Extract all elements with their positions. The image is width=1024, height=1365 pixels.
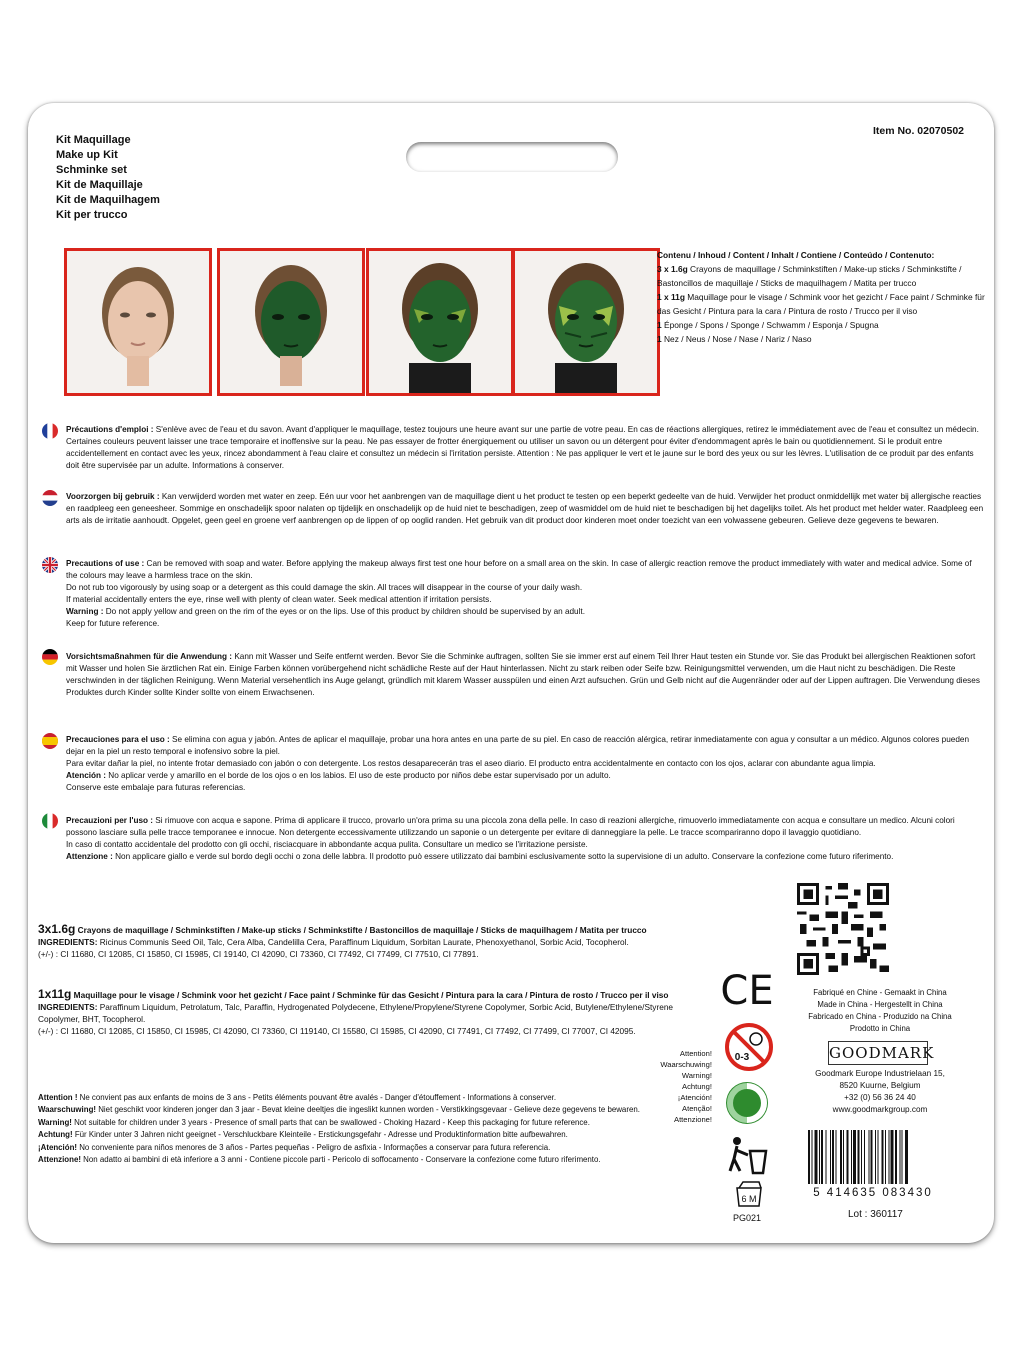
contents-qty: 1 — [657, 334, 662, 344]
ingredient-name: Maquillage pour le visage / Schmink voor het gezicht / Face paint / Schminke für das Gesicht / Pintura para la cara / Pintura de rosto / Trucco per il viso — [71, 990, 669, 1000]
barcode-number: 5 414635 083430 — [813, 1187, 933, 1199]
flag-france-icon — [42, 423, 58, 439]
warning-label: Atención : — [66, 771, 107, 780]
title-it: Kit per trucco — [56, 209, 128, 221]
contents-line-3 — [657, 318, 987, 332]
precaution-label: Vorsichtsmaßnahmen für die Anwendung : — [66, 652, 233, 661]
precaution-label: Voorzorgen bij gebruik : — [66, 492, 160, 501]
flag-germany-icon — [42, 649, 58, 665]
warning-text: No conveniente para niños menores de 3 años - Partes pequeñas - Peligro de asfixia - Informações a conservar para futura referencia. — [77, 1142, 551, 1152]
precaution-text: Si rimuove con acqua e sapone. Prima di applicare il trucco, provarlo un'ora prima su una piccola zona della pelle. In caso di reazioni allergiche, rimuoverlo immediatamente con acqua e consultare un medico. Alcuni colori possono lasciare sulla pelle tracce temporanee e innocue. Non detergente eccessivamente utilizzando un saponie o un detergente per evitare di danneggiare la pelle. Le tracce scompariranno dopo il lavaggio quotidiano. — [66, 816, 955, 837]
warning-text: No aplicar verde y amarillo en el borde de los ojos o en los labios. El uso de este producto por niños debe estar supervisado por un adulto. — [106, 771, 611, 780]
title-fr: Kit Maquillage — [56, 134, 131, 146]
warning-de — [38, 1129, 698, 1141]
warning-text: Non applicare giallo e verde sul bordo degli occhi o zona delle labbra. Il prodotto può essere utilizzato dai bambini esclusivamente sotto la supervisione di un adulto. Conservare la confezione come futuro riferimento. — [112, 852, 894, 861]
ingredient-list: Ricinus Communis Seed Oil, Talc, Cera Alba, Candelilla Cera, Paraffinum Liquidum, Sorbitan Laurate, Phenoxyethanol, Sorbic Acid, Tocopherol. — [97, 937, 629, 947]
warning-text: Für Kinder unter 3 Jahren nicht geeignet - Verschluckbare Kleinteile - Erstickungsgefahr - Adresse und Produktinformation bitte aufbewahren. — [72, 1130, 568, 1140]
precaution-label: Precautions of use : — [66, 559, 145, 568]
goodmark-logo: GOODMARK — [828, 1041, 928, 1065]
precaution-text: Kan verwijderd worden met water en zeep. Eén uur voor het aanbrengen van de maquillage dient u het product te testen op een beperkt gedeelte van de huid. Verwijder het product onmiddellijk met water bij allergische reacties en raadpleeg een geneesheer. Sommige en onschadelijk spoor nalaten op tijdelijk en onschadelijk op de huid niet te beschadigen, zeep of wasmiddel om de huid niet te beschadigen bij het dagelijks toilet. Als het product met helder water. Raadpleeg een arts als de irritatie aanhoudt. Opgelet, geen geel en groene verf aanbrengen op de lippen of op ooglid randen. Het gebruik van dit product door kinderen moet onder toezicht van een volwassene gebeuren. Gelieve deze gegevens te bewaren. — [66, 492, 984, 525]
warning-label: Attention ! — [38, 1093, 78, 1102]
ingredient-label: INGREDIENTS: — [38, 1002, 98, 1012]
attention-word: Waarschuwing! — [660, 1060, 712, 1069]
warning-en — [38, 1117, 698, 1129]
contents-text: Nez / Neus / Nose / Nase / Nariz / Naso — [661, 334, 812, 344]
precaution-text: Do not rub too vigorously by using soap or a detergent as this could damage the skin. All traces will disappear in the course of your daily wash. — [66, 583, 583, 592]
period-after-opening-icon — [733, 1180, 765, 1208]
precaution-label: Precauciones para el uso : — [66, 735, 170, 744]
made-in-line: Made in China - Hergestellt in China — [817, 1000, 943, 1009]
ingredient-label: INGREDIENTS: — [38, 937, 98, 947]
product-titles — [56, 133, 160, 223]
company-address — [800, 1068, 960, 1116]
contents-line-1 — [657, 262, 987, 290]
precaution-es — [66, 734, 984, 794]
attention-word: Attention! — [679, 1049, 712, 1058]
lot-number: Lot : 360117 — [848, 1209, 903, 1220]
precaution-text: Para evitar dañar la piel, no intente frotar demasiado con jabón o con detergente. Los restos desaparecerán tras el aseo diario. El producto entra accidentalmente en contacto con los ojos, aclarar con abundante agua limpia. — [66, 759, 876, 768]
warning-label: Waarschuwing! — [38, 1105, 97, 1115]
warning-fr — [38, 1092, 698, 1104]
pao-label: 6 M — [741, 1194, 757, 1204]
address-website: www.goodmarkgroup.com — [832, 1105, 928, 1114]
attention-word: Atenção! — [682, 1104, 712, 1113]
step-photo-3 — [366, 248, 514, 396]
warning-label: ¡Atención! — [38, 1142, 78, 1152]
made-in-line: Prodotto in China — [849, 1024, 911, 1033]
warning-text: Non adatto ai bambini di età inferiore a 3 anni - Contiene piccole parti - Pericolo di soffocamento - Conservare la confezione come futuro riferimento. — [80, 1155, 601, 1165]
precaution-de — [66, 651, 984, 699]
warning-label: Warning! — [38, 1117, 72, 1127]
title-pt: Kit de Maquilhagem — [56, 194, 160, 206]
attention-word: Attenzione! — [674, 1115, 712, 1124]
warning-text: Ne convient pas aux enfants de moins de 3 ans - Petits éléments pouvant être avalés - Danger d'étouffement - Informations à conserver. — [77, 1093, 557, 1102]
ingredient-qty: 1x11g — [38, 987, 72, 1001]
keep-note: Conserve este embalaje para futuras referencias. — [66, 783, 246, 792]
choking-warnings — [38, 1092, 698, 1166]
kit-contents — [657, 248, 987, 346]
precaution-label: Précautions d'emploi : — [66, 425, 154, 434]
contents-text: Crayons de maquillage / Schminkstiften / Make-up sticks / Schminkstifte / Bastoncillos de maquillaje / Sticks de maquilhagem / Matita per trucco — [657, 264, 962, 288]
step-photo-4 — [512, 248, 660, 396]
contents-qty: 3 x 1.6g — [657, 264, 688, 274]
item-number: Item No. 02070502 — [872, 125, 964, 137]
warning-label: Warning : — [66, 607, 104, 616]
precaution-label: Precauzioni per l'uso : — [66, 816, 154, 825]
hang-hole — [406, 142, 618, 172]
face-green-highlight-image — [369, 251, 511, 393]
warning-text: Not suitable for children under 3 years - Presence of small parts that can be swallowed - Choking Hazard - Keep this packaging for future reference. — [71, 1117, 590, 1127]
flag-italy-icon — [42, 813, 58, 829]
warning-label: Attenzione : — [66, 852, 113, 861]
title-es: Kit de Maquillaje — [56, 179, 143, 191]
flag-spain-icon — [42, 733, 58, 749]
warning-text: Do not apply yellow and green on the rim of the eyes or on the lips. Use of this product by children should be supervised by an adult. — [103, 607, 585, 616]
precaution-text: S'enlève avec de l'eau et du savon. Avant d'appliquer le maquillage, testez toujours une heure avant sur une partie de votre peau. En cas de réactions allergiques, retirez le immédiatement avec de l'eau et consultez un médecin. Certaines couleurs peuvent laisser une trace temporaire et inoffensive sur la peau. Ne pas essayer de frotter énergiquement ou utiliser un savon ou un détergent pour éviter d'endommagent après le bain ou quotidiennement. Si le produit entre accidentellement en contact avec les yeux, rincez abondamment à l'eau claire et consultez un médecin si l'irritation persiste. Attention : Ne pas appliquer le vert et le jaune sur le bord des yeux ou sur les lèvres. L'utilisation de ce produit par des enfants doit être supervisée par un adulte. Informations à conserver. — [66, 425, 979, 470]
step-photo-1 — [64, 248, 212, 396]
address-line: 8520 Kuurne, Belgium — [839, 1081, 921, 1090]
warning-label: Attenzione! — [38, 1155, 81, 1165]
made-in-line: Fabricado en China - Produzido na China — [808, 1012, 952, 1021]
attention-word: Warning! — [681, 1071, 712, 1080]
contents-qty: 1 — [657, 320, 662, 330]
age-label: 0-3 — [734, 1052, 750, 1063]
ingredient-colors: (+/-) : CI 11680, CI 12085, CI 15850, CI 15985, CI 42090, CI 73360, CI 119140, CI 15580, CI 15985, CI 42090, CI 77491, CI 77492, CI 77499, CI 77007, CI 42095. — [38, 1026, 636, 1036]
warning-nl — [38, 1104, 698, 1116]
face-green-base-image — [220, 251, 362, 393]
warning-it — [38, 1154, 698, 1166]
flag-uk-icon — [42, 557, 58, 573]
precaution-nl — [66, 491, 984, 527]
attention-word: Achtung! — [682, 1082, 712, 1091]
precaution-fr — [66, 424, 984, 472]
green-dot-icon — [724, 1080, 770, 1126]
title-en: Make up Kit — [56, 149, 118, 161]
precaution-text: Se elimina con agua y jabón. Antes de aplicar el maquillaje, probar una hora antes en una parte de su piel. En caso de reacción alérgica, retirar inmediatamente con agua y consultar a un médico. Algunos colores pueden dejar en la piel un resto temporal e inofensivo sobre la piel. — [66, 735, 969, 756]
ce-mark-icon — [719, 968, 775, 1010]
warning-es — [38, 1142, 698, 1154]
ingredient-colors: (+/-) : CI 11680, CI 12085, CI 15850, CI 15985, CI 19140, CI 42090, CI 73360, CI 77492, CI 77499, CI 77510, CI 77891. — [38, 949, 479, 959]
contents-heading: Contenu / Inhoud / Content / Inhalt / Contiene / Conteúdo / Contenuto: — [657, 250, 935, 260]
title-de: Schminke set — [56, 164, 127, 176]
contents-text: Éponge / Spons / Sponge / Schwamm / Esponja / Spugna — [661, 320, 879, 330]
ingredients-face-paint — [38, 988, 698, 1037]
precaution-it — [66, 815, 984, 863]
age-warning-icon — [724, 1022, 774, 1072]
barcode — [806, 1130, 940, 1184]
address-line: Goodmark Europe Industrielaan 15, — [815, 1069, 945, 1078]
face-plain-image — [67, 251, 209, 393]
attention-word: ¡Atención! — [677, 1093, 712, 1102]
qr-code — [797, 883, 889, 975]
ingredient-name: Crayons de maquillage / Schminkstiften / Make-up sticks / Schminkstifte / Bastoncillos de maquillaje / Sticks de maquilhagem / Matita per trucco — [75, 925, 647, 935]
precaution-text: Kann mit Wasser und Seife entfernt werden. Bevor Sie die Schminke auftragen, sollten Sie sie immer erst auf einem Teil Ihrer Haut testen ein Stunde vor. Sie das Produkt bei allergischen Reaktionen sofort mit Wasser und holen Sie ärztlichen Rat ein. Einige Farben können vorübergehend nicht schädliche Reste auf der Haut hinterlassen. Nicht zu stark reiben oder Seife bzw. Reinigungsmittel verwenden, um die Haut nicht zu beschädigen. Die Reste verschwinden in der täglichen Reinigung. Wenn Material versehentlich ins Auge gelangt, gründlich mit klarem Wasser ausspülen und einen Arzt aufsuchen. Grün und Gelb nicht auf die Augenränder oder auf der Lippen auftragen. Die Verwendung dieses Produktes durch Kinder sollte Kinder sollte von einem Erwachsenen. — [66, 652, 980, 697]
contents-line-4 — [657, 332, 987, 346]
face-green-final-image — [515, 251, 657, 393]
pg-code: PG021 — [733, 1213, 762, 1223]
tidyman-icon — [726, 1133, 770, 1175]
step-photo-2 — [217, 248, 365, 396]
flag-netherlands-icon — [42, 490, 58, 506]
warning-label: Achtung! — [38, 1130, 73, 1140]
warning-text: Niet geschikt voor kinderen jonger dan 3 jaar - Bevat kleine deeltjes die ingeslikt kunnen worden - Verstikkingsgevaar - Gelieve deze gegevens te bewaren. — [96, 1105, 640, 1115]
address-phone: +32 (0) 56 36 24 40 — [844, 1093, 916, 1102]
keep-note: Keep for future reference. — [66, 619, 160, 628]
attention-words — [640, 1048, 712, 1125]
precaution-text: If material accidentally enters the eye, rinse well with plenty of clean water. Seek medical attention if irritation persists. — [66, 595, 492, 604]
made-in-line: Fabriqué en Chine - Gemaakt in China — [813, 988, 947, 997]
ce-label: CE — [720, 968, 774, 1010]
contents-qty: 1 x 11g — [657, 292, 685, 302]
precaution-en — [66, 558, 984, 630]
precaution-text: In caso di contatto accidentale del prodotto con gli occhi, risciacquare in abbondante acqua pulita. Consultare un medico se l'irritazione persiste. — [66, 840, 588, 849]
ingredients-sticks — [38, 923, 698, 960]
contents-line-2 — [657, 290, 987, 318]
ingredient-list: Paraffinum Liquidum, Petrolatum, Talc, Paraffin, Hydrogenated Polydecene, Ethylene/Propylene/Styrene Copolymer, Sorbic Acid, Butylene/Ethylene/Styrene Copolymer, BHT, Tocopherol. — [38, 1002, 674, 1024]
made-in-china — [800, 987, 960, 1035]
precaution-text: Can be removed with soap and water. Before applying the makeup always first test one hour before on a small area on the skin. In case of allergic reaction remove the product immediately with water and medical advice. Some of the colours may leave a harmless trace on the skin. — [66, 559, 972, 580]
contents-text: Maquillage pour le visage / Schmink voor het gezicht / Face paint / Schminke für das Gesicht / Pintura para la cara / Pintura de rosto / Trucco per il viso — [657, 292, 985, 316]
ingredient-qty: 3x1.6g — [38, 922, 76, 936]
